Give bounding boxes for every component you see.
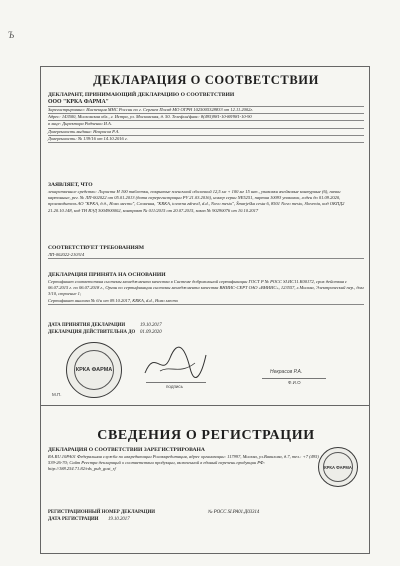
requirements-text: ЛП-002022-210314 bbox=[48, 252, 364, 259]
accept-date-value: 19.10.2017 bbox=[140, 323, 162, 328]
section-divider bbox=[40, 405, 370, 406]
registration-section bbox=[48, 447, 364, 473]
signatory-name: Некрасов Р.А. bbox=[270, 369, 303, 375]
name-caption: Ф.И.О bbox=[288, 380, 301, 385]
basis-label: ДЕКЛАРАЦИЯ ПРИНЯТА НА ОСНОВАНИИ bbox=[48, 272, 166, 278]
declarant-line-1: Зарегистрировано: Инспекция МНС России по г. Сергиев Посад МО ОГРН 1025005328833 от 12.11.2002г. bbox=[48, 107, 364, 114]
small-stamp-inner-ring bbox=[323, 452, 353, 482]
document-title: ДЕКЛАРАЦИЯ О СООТВЕТСТВИИ bbox=[93, 73, 319, 87]
reg-number-value: № РОСС SI.РА01.Д03314 bbox=[208, 510, 260, 515]
valid-date-value: 01.09.2020 bbox=[140, 329, 162, 335]
dates-section bbox=[48, 323, 364, 336]
signature-underline bbox=[146, 382, 206, 383]
stamp-place-mark: М.П. bbox=[52, 392, 62, 397]
basis-text-2: Сертификат анализа № б/н от 09.10.2017, KRKA, d.d., Ново место bbox=[48, 298, 364, 305]
registration-details bbox=[48, 510, 364, 523]
declarant-line-4: Доверенность выдана: Некрасов Р.А. bbox=[48, 129, 364, 136]
reg-date-row bbox=[48, 517, 364, 524]
requirements-section bbox=[48, 245, 364, 259]
corner-handwritten-mark: Ъ bbox=[8, 30, 15, 40]
statement-text: лекарственное средство: Лориста Н 100 таблетки, покрытые пленочной оболочкой 12,5 мг + 100 мг 15 шт., упаковки ячейковые контурные (6), пачки картонные, рег. № ЛП-002022 от 05.01.2013 (дата перерегистрации PV 21.03.2016), номер серии NE5251, партия 10093 упаковок, годен до 01.09.2020, производитель АО "КРКА, д.д., Ново место", Словения, "KRKA, tovarna zdravil, d.d., Novo mesto", Šmarješka cesta 6, 8501 Novo mesto, Slovenia, код ОКПД2 21.20.10.148, код ТН ВЭД 3004900002, контракт № 011/2015 от 20.07.2015, заказ № 90290076 от 10.10.2017 bbox=[48, 189, 345, 213]
small-stamp-text: КРКА ФАРМА bbox=[324, 464, 352, 470]
registration-title: СВЕДЕНИЯ О РЕГИСТРАЦИИ bbox=[97, 428, 315, 443]
declarant-line-3: в лице: Директора Радченко И.А. bbox=[48, 121, 364, 128]
declarant-line-5: Доверенность: № 139/16 от 14.10.2016 г. bbox=[48, 136, 364, 143]
reg-number-label: РЕГИСТРАЦИОННЫЙ НОМЕР ДЕКЛАРАЦИИ bbox=[48, 510, 155, 515]
basis-section bbox=[48, 272, 364, 305]
declarant-section bbox=[48, 92, 364, 143]
stamp-text: КРКА ФАРМА bbox=[75, 367, 113, 373]
company-stamp-small bbox=[318, 447, 358, 487]
registration-label: ДЕКЛАРАЦИЯ О СООТВЕТСТВИИ ЗАРЕГИСТРИРОВАНА bbox=[48, 447, 205, 453]
valid-date-row bbox=[48, 330, 364, 337]
declarant-label: ДЕКЛАРАНТ, ПРИНИМАЮЩИЙ ДЕКЛАРАЦИЮ О СООТВЕТСТВИИ bbox=[48, 92, 235, 98]
signature-caption: подпись bbox=[166, 384, 184, 389]
statement-section bbox=[48, 182, 364, 214]
requirements-label: СООТВЕТСТВУЕТ ТРЕБОВАНИЯМ bbox=[48, 245, 145, 251]
accept-date-label: ДАТА ПРИНЯТИЯ ДЕКЛАРАЦИИ bbox=[48, 323, 126, 328]
declarant-line-2: Адрес: 143500, Московская обл., г. Истра, ул. Московская, д. 50. Телефон/факс: 8(495)981-10-88/981-10-90 bbox=[48, 114, 364, 121]
reg-date-value: 19.10.2017 bbox=[108, 516, 130, 522]
declarant-name: ООО "КРКА ФАРМА" bbox=[48, 99, 364, 107]
valid-date-label: ДЕКЛАРАЦИЯ ДЕЙСТВИТЕЛЬНА ДО bbox=[48, 329, 136, 335]
stamp-inner-ring bbox=[74, 350, 114, 390]
company-round-stamp bbox=[66, 342, 122, 398]
basis-text: Сертификат соответствия системы менеджмента качества в Системе добровольной сертификации ГОСТ Р № РОСС SI.ИС11.К00172, срок действия с 06.07.2015 г. по 06.07.2018 г., Орган по сертификации системы менеджмента качества ВНИИС-СЕРТ ОАО «ВНИИС», 123557, г.Москва, Электрический пер., дом 3/10, строение 1; bbox=[48, 279, 364, 297]
statement-label: ЗАЯВЛЯЕТ, ЧТО bbox=[48, 182, 93, 188]
name-underline bbox=[262, 378, 326, 379]
handwritten-signature bbox=[140, 343, 210, 383]
registration-text: RA.RU.10РА01 Федеральная служба по аккредитации Росаккредитация, адрес организации: 117997, Москва, ул.Вавилова, д.7, тел.: +7 (495) 539-26-70; Сайт Реестра деклараций о соответствии продукции, включенной в единый перечень продукции РФ: http://188.254.71.82/rds_pub_gost_rf bbox=[48, 454, 319, 472]
reg-date-label: ДАТА РЕГИСТРАЦИИ bbox=[48, 516, 99, 522]
